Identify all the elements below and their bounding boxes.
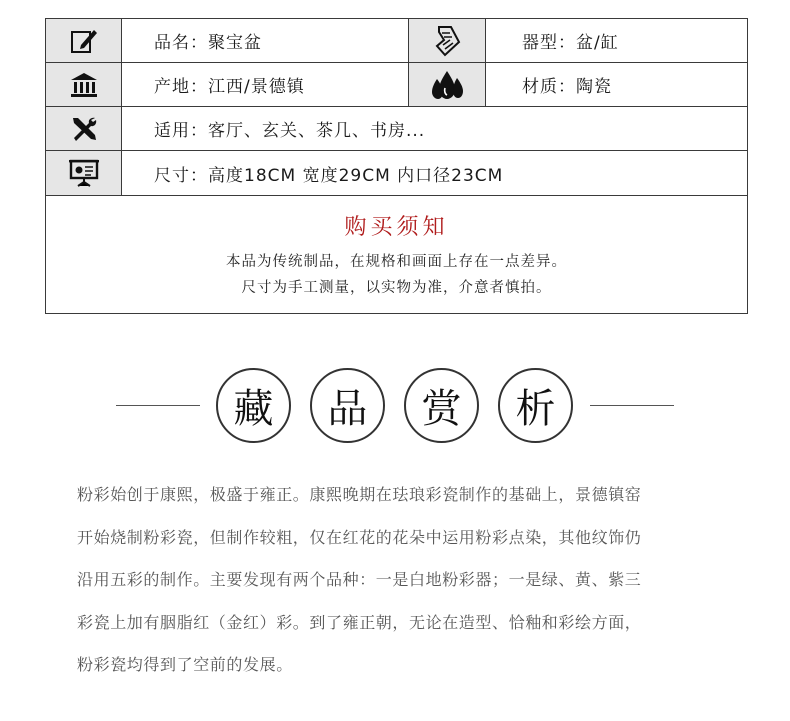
- spec-table: [45, 18, 748, 314]
- product-name-text: 品名：聚宝盆: [154, 33, 262, 53]
- size-text: 尺寸：高度18CM 宽度29CM 内口径23CM: [154, 165, 504, 186]
- heading-rule-right: [590, 405, 674, 406]
- usage-text: 适用：客厅、玄关、茶几、书房...: [154, 121, 426, 141]
- heading-char: 品: [310, 368, 385, 443]
- spec-row-name: [46, 19, 747, 63]
- presentation-icon: [46, 151, 122, 195]
- spec-row-usage: [46, 107, 747, 151]
- notice-line: 本品为传统制品，在规格和画面上存在一点差异。: [226, 254, 567, 270]
- paragraph-line: 粉彩瓷均得到了空前的发展。: [77, 655, 293, 674]
- spec-row-size: [46, 151, 747, 196]
- flame-drops-icon: [408, 63, 486, 106]
- paragraph-line: 粉彩始创于康熙，极盛于雍正。康熙晚期在珐琅彩瓷制作的基础上，景德镇窑: [77, 485, 642, 504]
- appreciation-paragraph: [77, 474, 727, 687]
- heading-char: 赏: [404, 368, 479, 443]
- paragraph-line: 彩瓷上加有胭脂红（金红）彩。到了雍正朝，无论在造型、恰釉和彩绘方面，: [77, 612, 642, 632]
- notice-line: 尺寸为手工测量，以实物为准，介意者慎拍。: [241, 280, 552, 296]
- spec-row-origin: [46, 63, 747, 107]
- purchase-notice: [46, 196, 747, 313]
- material-text: 材质：陶瓷: [522, 77, 612, 97]
- edit-icon: [46, 19, 122, 62]
- origin-text: 产地：江西/景德镇: [154, 77, 305, 97]
- tools-icon: [46, 107, 122, 150]
- bank-icon: [46, 63, 122, 106]
- paragraph-line: 沿用五彩的制作。主要发现有两个品种：一是白地粉彩器；一是绿、黄、紫三: [77, 570, 642, 589]
- shape-type-text: 器型：盆/缸: [522, 33, 619, 53]
- heading-char: 藏: [216, 368, 291, 443]
- scroll-icon: [408, 19, 486, 62]
- heading-rule-left: [116, 405, 200, 406]
- notice-title: 购买须知: [344, 215, 449, 240]
- heading-char: 析: [498, 368, 573, 443]
- paragraph-line: 开始烧制粉彩瓷，但制作较粗，仅在红花的花朵中运用粉彩点染，其他纹饰仍: [77, 527, 642, 547]
- section-heading: [0, 365, 790, 447]
